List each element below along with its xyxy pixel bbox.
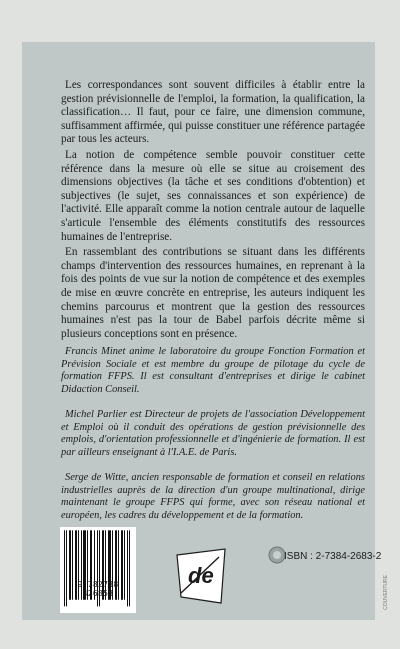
isbn-number: ISBN : 2-7384-2683-2: [284, 551, 382, 562]
bio-name: Serge de Witte: [65, 472, 126, 483]
barcode-icon: [60, 527, 136, 613]
publisher-logo-icon: [175, 547, 227, 605]
author-bios: [61, 346, 365, 535]
barcode-number: 9 782738 426853: [77, 580, 119, 598]
summary-paragraph-2: La notion de compétence semble pouvoir constituer cette référence dans la mesure où elle se situe au croisement des dimensions objectives (la tâche et ses conditions d'obtention) et subjectives (le sujet, ses connaissances et son expérience) de l'activité. Elle apparaît comme la notion centrale autour de laquelle s'articule l'ensemble des éléments constitutifs des ressources humaines de l'entreprise.: [61, 148, 365, 243]
summary-paragraph-1: Les correspondances sont souvent difficiles à établir entre la gestion prévisionnelle de l'emploi, la formation, la qualification, la classification… Il faut, pour ce faire, une dimension commune, suffisamment affirmée, qui puisse constituer une référence partagée par tous les acteurs.: [61, 79, 365, 146]
spine-side-text: COUVERTURE: [383, 575, 389, 610]
bio-text: anime le laboratoire du groupe Fonction Formation et Prévision Sociale et est membre du groupe de pilotage du cycle de formation FFPS. Il est consultant d'entreprises et dirige le cabinet Didaction Conseil.: [61, 346, 365, 395]
bio-text: est Directeur de projets de l'association Développement et Emploi où il conduit des opérations de gestion prévisionnelle des emplois, d'orientation professionnelle et d'ingénierie de formation. Il est par ailleurs enseignant à l'I.A.E. de Paris.: [61, 409, 365, 458]
bio-name: Michel Parlier: [65, 409, 127, 420]
summary-paragraph-3: En rassemblant des contributions se situant dans les différents champs d'intervention des ressources humaines, en reprenant à la fois des points de vue sur la notion de compétence et des exemples de mise en œuvre concrète en entreprise, les auteurs indiquent les chemins parcourus et montrent que la gestion des ressources humaines n'est pas la tour de Babel parfois décrite même si plusieurs conceptions sont en présence.: [61, 246, 365, 340]
bio-michel-parlier: [61, 409, 365, 459]
bio-name: Francis Minet: [65, 346, 126, 357]
bio-text: , ancien responsable de formation et conseil en relations industrielles auprès de la direction d'un groupe multinational, dirige maintenant le groupe FFPS qui forme, avec son réseau national et européen, les cadres du développement et de la formation.: [61, 472, 365, 521]
publisher-logo-text: de: [188, 563, 214, 588]
bio-serge-de-witte: [61, 472, 365, 522]
summary-text: [61, 79, 365, 343]
bio-francis-minet: [61, 346, 365, 396]
